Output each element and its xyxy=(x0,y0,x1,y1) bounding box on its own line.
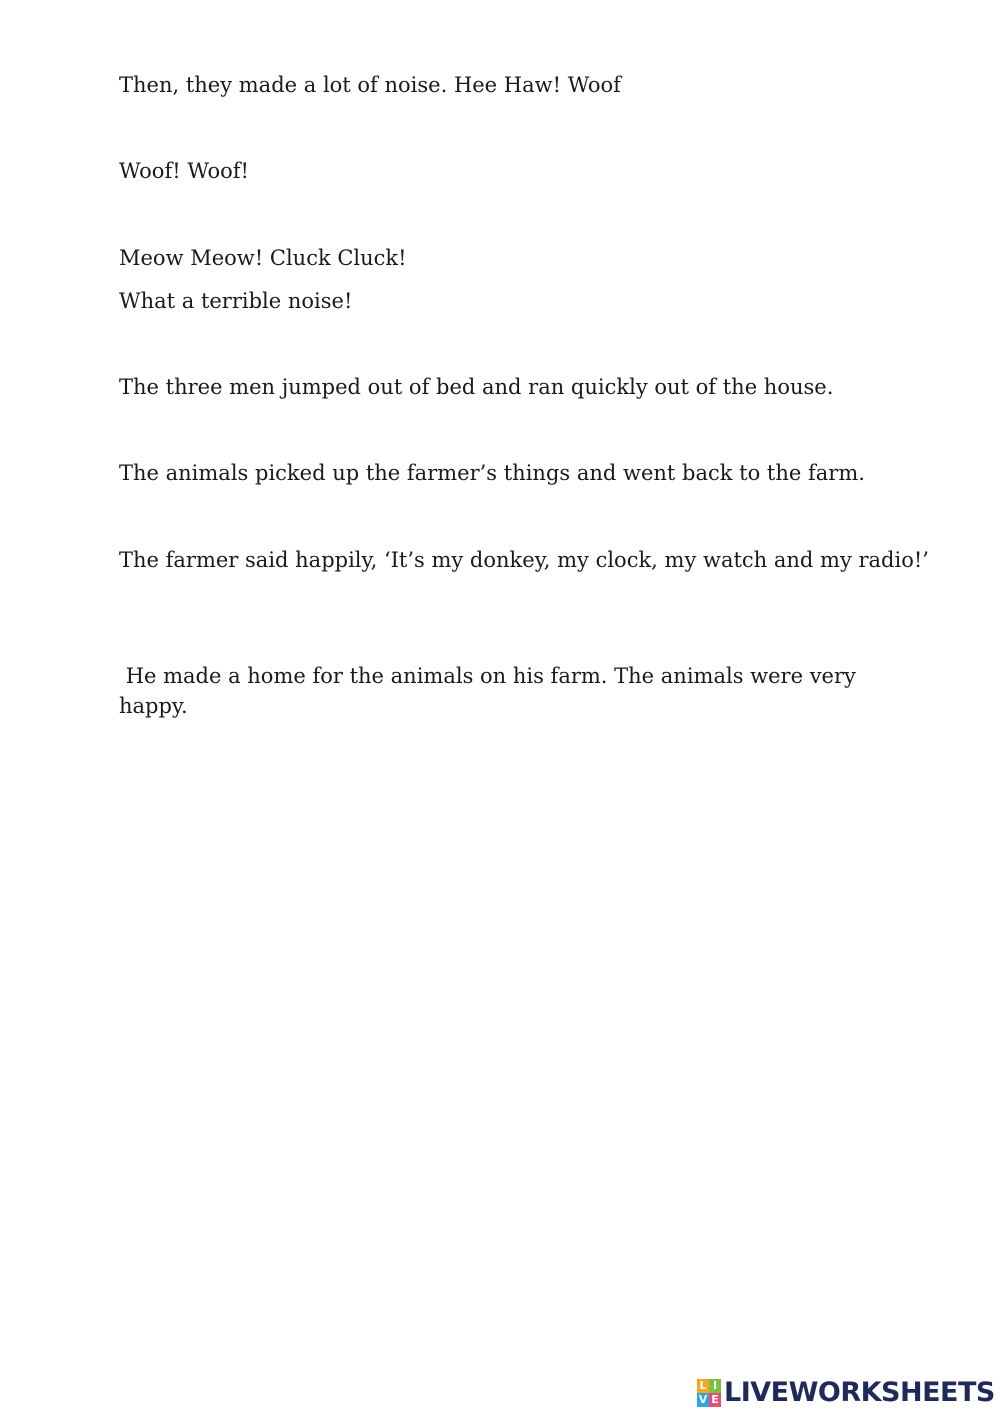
story-line-1: Then, they made a lot of noise. Hee Haw! Woof xyxy=(119,73,621,97)
story-line-6: The animals picked up the farmer’s things and went back to the farm. xyxy=(119,461,865,485)
logo-mark-i: I xyxy=(709,1379,721,1393)
liveworksheets-logo[interactable] xyxy=(697,1376,995,1410)
story-line-3: Meow Meow! Cluck Cluck! xyxy=(119,246,407,270)
liveworksheets-mark-icon xyxy=(697,1379,721,1407)
logo-mark-v: V xyxy=(698,1393,708,1406)
story-line-5: The three men jumped out of bed and ran quickly out of the house. xyxy=(119,375,834,399)
story-line-8: He made a home for the animals on his farm. The animals were very happy. xyxy=(119,664,863,718)
logo-text: LIVEWORKSHEETS xyxy=(724,1377,995,1408)
logo-mark-e: E xyxy=(709,1393,721,1407)
story-line-7: The farmer said happily, ‘It’s my donkey, my clock, my watch and my radio!’ xyxy=(119,548,929,572)
story-line-4: What a terrible noise! xyxy=(119,289,353,313)
logo-mark-l: L xyxy=(697,1379,709,1393)
story-line-2: Woof! Woof! xyxy=(119,159,249,183)
